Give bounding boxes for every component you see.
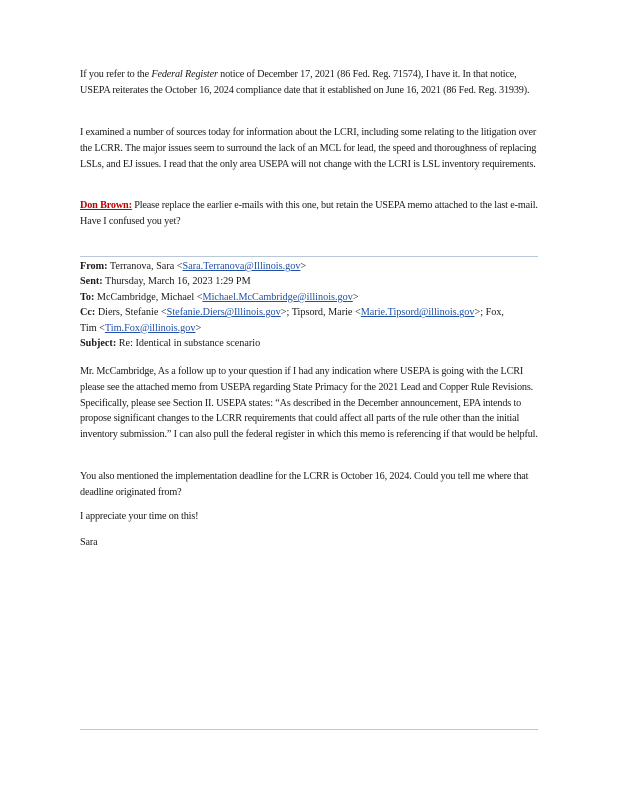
subject-value: Re: Identical in substance scenario [116,338,261,350]
email-header [80,259,538,351]
sent-line [80,274,538,289]
from-name: Terranova, Sara < [107,261,183,272]
email-body-paragraph: You also mentioned the implementation deadline for the LCRR is October 16, 2024. Could you tell me where that deadline originated from? [80,471,529,498]
paragraph-text: If you refer to the [80,69,152,80]
email-signature: Sara [80,537,98,548]
paragraph-lcri-sources: I examined a number of sources today for information about the LCRI, including some relating to the litigation over the LCRR. The major issues seem to surround the lack of an MCL for lead, the speed and thoroughness of replacing LSLs, and EJ issues. I read that the only area USEPA will not change with the LCRI is LSL inventory requirements. [80,127,537,170]
to-line [80,290,538,305]
cc-label: Cc: [80,307,96,319]
cc-email-link-tim[interactable]: Tim.Fox@illinois.gov [104,322,196,334]
paragraph-don-brown-note [80,198,538,230]
federal-register-italic: Federal Register [151,69,218,80]
to-label: To: [80,291,95,303]
footer-divider [80,729,538,730]
subject-line [80,336,538,351]
cc-email-link-marie[interactable]: Marie.Tipsord@illinois.gov [360,307,475,319]
to-name: McCambridge, Michael < [94,291,203,303]
cc-line-continued [80,321,538,336]
bracket: > [352,291,359,303]
from-email-link[interactable]: Sara.Terranova@Illinois.gov [182,261,301,272]
note-text: Please replace the earlier e-mails with this one, but retain the USEPA memo attached to the last e-mail. Have I confused you yet? [80,200,538,227]
from-line [80,259,538,274]
bracket: > [300,261,307,272]
email-divider [80,256,538,257]
subject-label: Subject: [80,338,117,350]
paragraph-text: notice of December 17, 2021 (86 Fed. Reg. 71574), I have it. In that notice, USEPA reiterates the October 16, 2024 compliance date that it established on June 16, 2021 (86 Fed. Reg. 31939). [80,69,530,96]
to-email-link[interactable]: Michael.McCambridge@illinois.gov [202,291,353,303]
from-label: From: [80,261,108,272]
email-body-paragraph: I appreciate your time on this! [80,511,199,522]
email-body-paragraph: Mr. McCambridge, As a follow up to your question if I had any indication where USEPA is going with the LCRI please see the attached memo from USEPA regarding State Primacy for the 2021 Lead and Copper Rule Revisions. Specifically, please see Section II. USEPA states: “As described in the December announcement, EPA intends to propose significant changes to the LCRR requirements that could affect all parts of the rule other than the initial inventory submission.” I can also pull the federal register in which this memo is referencing if that would be helpful. [80,366,538,441]
paragraph-federal-register [80,67,538,99]
cc-name: >; Fox, [474,307,504,319]
cc-name: >; Tipsord, Marie < [280,307,361,319]
sent-label: Sent: [80,276,103,288]
bracket: > [195,322,202,334]
sent-value: Thursday, March 16, 2023 1:29 PM [102,276,251,288]
cc-line [80,305,538,320]
author-name: Don Brown: [80,200,132,211]
cc-email-link-stefanie[interactable]: Stefanie.Diers@Illinois.gov [166,307,281,319]
cc-name: Tim < [80,322,105,334]
cc-name: Diers, Stefanie < [95,307,167,319]
